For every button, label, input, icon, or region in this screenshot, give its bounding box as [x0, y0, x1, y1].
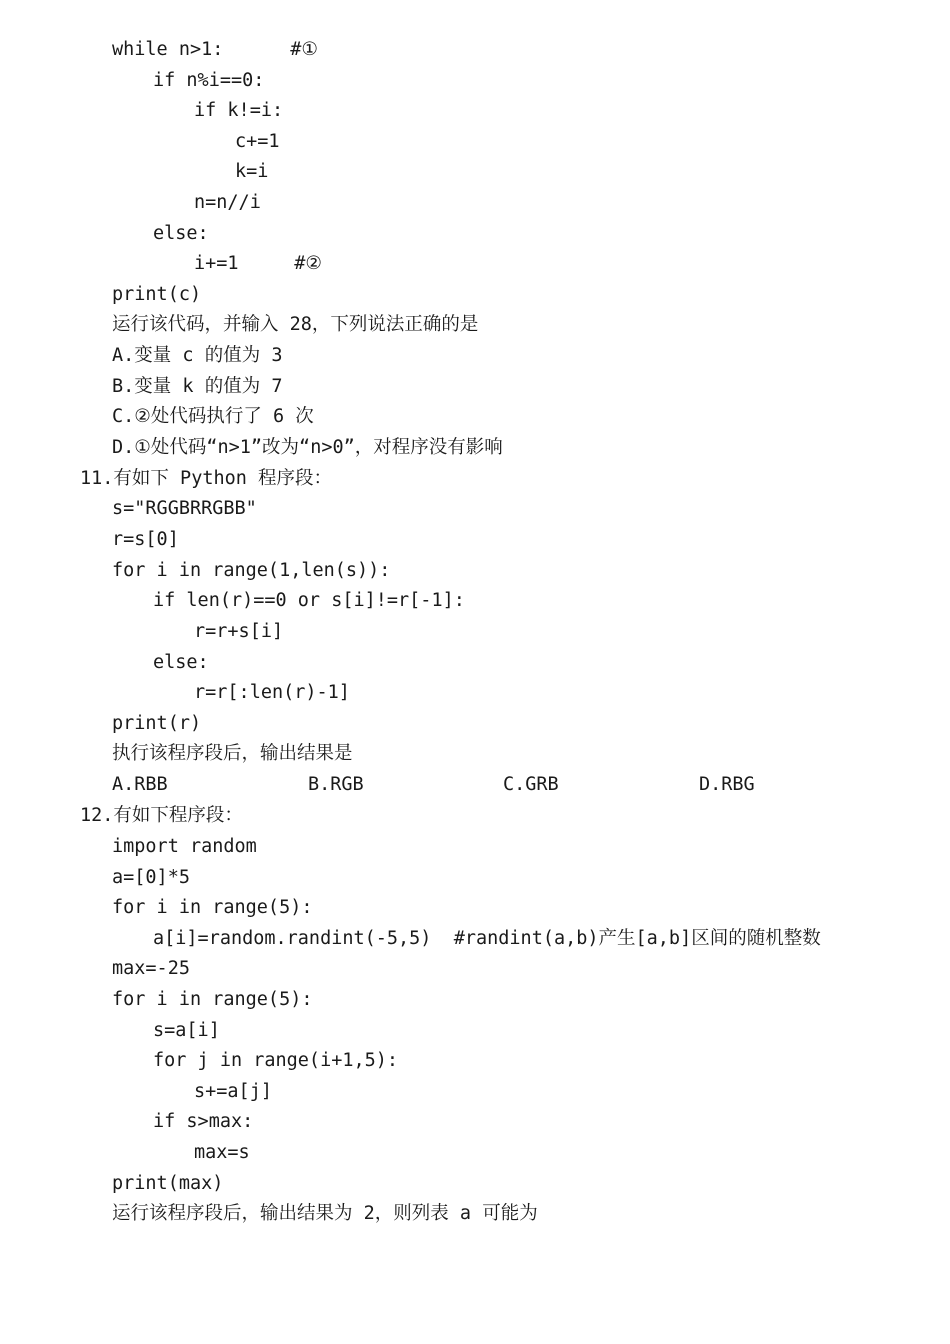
- code-line: else:: [153, 652, 209, 673]
- code-line: max=-25: [112, 958, 190, 979]
- answer-option-a: A.变量 c 的值为 3: [112, 345, 283, 366]
- answer-option-a: A.RBB: [112, 774, 168, 795]
- code-line: s+=a[j]: [194, 1081, 272, 1102]
- question-heading: 11.有如下 Python 程序段：: [80, 468, 333, 489]
- answer-option-c: C.GRB: [503, 774, 559, 795]
- code-line: n=n//i: [194, 192, 261, 213]
- code-line: else:: [153, 223, 209, 244]
- code-line: r=r+s[i]: [194, 621, 284, 642]
- code-line: for i in range(1,len(s)):: [112, 560, 391, 581]
- code-line: if k!=i:: [194, 100, 284, 121]
- answer-option-c: C.②处代码执行了 6 次: [112, 406, 314, 427]
- code-line: import random: [112, 836, 257, 857]
- code-line: if n%i==0:: [153, 70, 265, 91]
- code-line: if s>max:: [153, 1111, 254, 1132]
- code-line: k=i: [235, 161, 269, 182]
- question-prompt: 运行该程序段后，输出结果为 2，则列表 a 可能为: [112, 1203, 538, 1224]
- code-line: a[i]=random.randint(-5,5) #randint(a,b)产生[a,b]区间的随机整数: [153, 928, 821, 949]
- code-line: r=s[0]: [112, 529, 179, 550]
- question-heading: 12.有如下程序段：: [80, 805, 243, 826]
- code-line: s="RGGBRRGBB": [112, 498, 257, 519]
- code-line: c+=1: [235, 131, 280, 152]
- answer-option-b: B.变量 k 的值为 7: [112, 376, 283, 397]
- code-line: i+=1 #②: [194, 253, 322, 274]
- answer-option-b: B.RGB: [308, 774, 364, 795]
- code-line: r=r[:len(r)-1]: [194, 682, 350, 703]
- question-prompt: 执行该程序段后，输出结果是: [112, 743, 353, 764]
- code-line: max=s: [194, 1142, 250, 1163]
- code-line: print(r): [112, 713, 202, 734]
- code-line: for i in range(5):: [112, 897, 313, 918]
- code-line: for i in range(5):: [112, 989, 313, 1010]
- code-line: for j in range(i+1,5):: [153, 1050, 399, 1071]
- code-line: a=[0]*5: [112, 867, 190, 888]
- code-line: print(c): [112, 284, 202, 305]
- question-prompt: 运行该代码，并输入 28，下列说法正确的是: [112, 314, 479, 335]
- code-line: print(max): [112, 1173, 224, 1194]
- code-line: while n>1: #①: [112, 39, 318, 60]
- answer-option-d: D.①处代码“n>1”改为“n>0”，对程序没有影响: [112, 437, 503, 458]
- code-line: if len(r)==0 or s[i]!=r[-1]:: [153, 590, 465, 611]
- answer-option-d: D.RBG: [699, 774, 755, 795]
- code-line: s=a[i]: [153, 1020, 220, 1041]
